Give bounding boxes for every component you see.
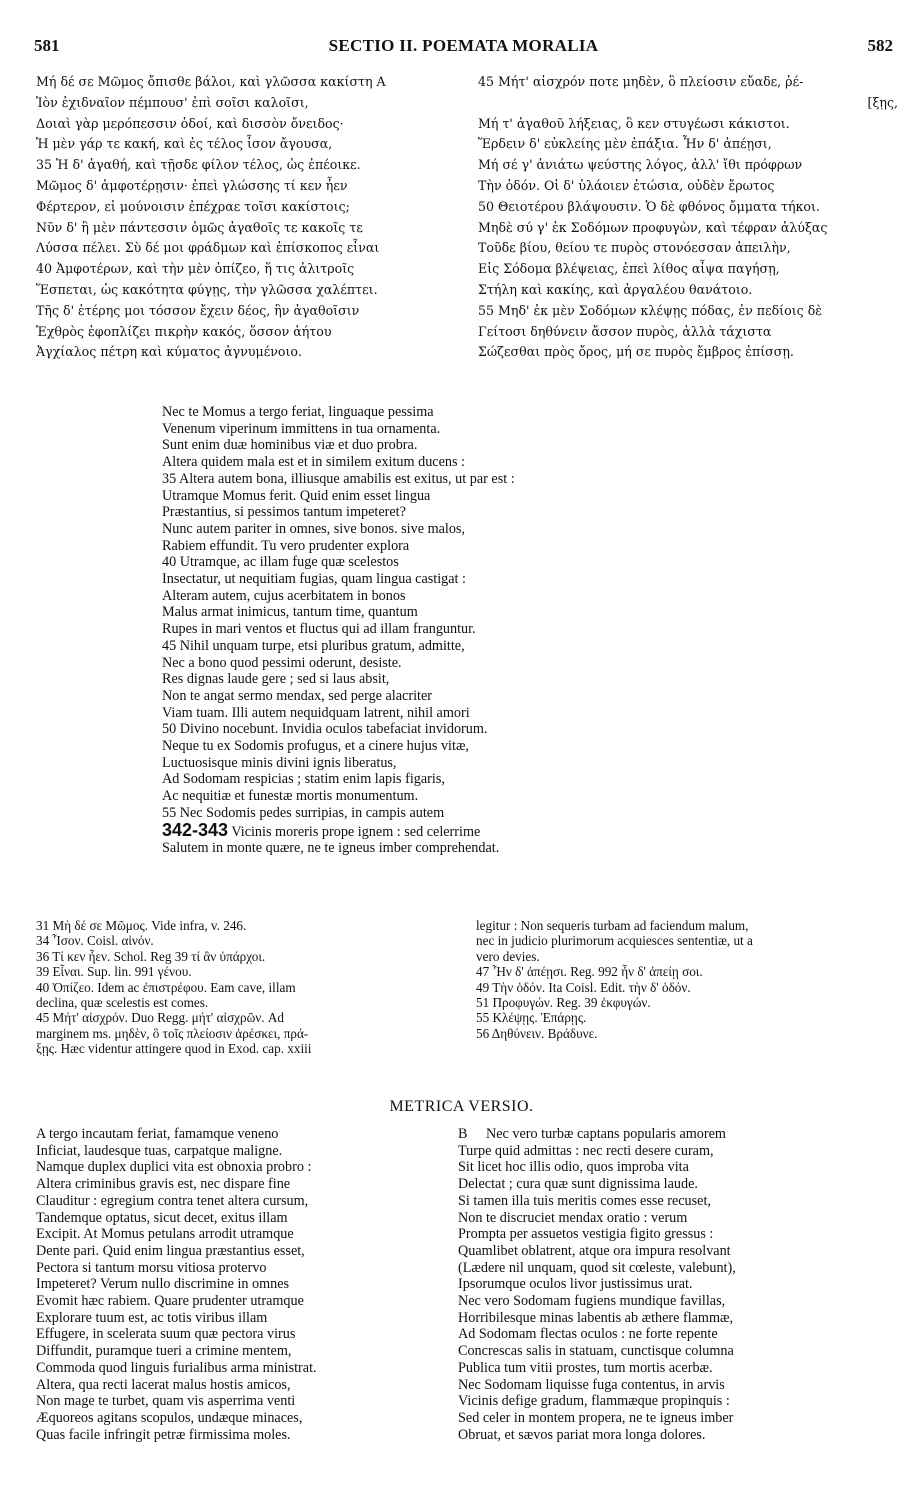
latin-line: Salutem in monte quære, ne te igneus imber comprehendat. xyxy=(162,840,500,857)
metrica-line: Non mage te turbet, quam vis asperrima venti xyxy=(36,1393,296,1410)
footnotes-left-column xyxy=(36,918,454,1057)
footnote-line: marginem ms. μηδὲν, ὃ τοῖς πλείοσιν ἀρέσκει, πρά- xyxy=(36,1025,309,1041)
greek-line: Ἐχθρὸς ἐφοπλίζει πικρὴν κακός, ὅσσον ἀήτου xyxy=(36,323,332,339)
greek-line: Ἡ μὲν γάρ τε κακή, καὶ ἐς τέλος ἶσον ἄγουσα, xyxy=(36,136,333,152)
latin-line: Præstantius, si pessimos tantum impeteret? xyxy=(162,504,406,521)
latin-line: 40 Utramque, ac illam fuge quæ scelestos xyxy=(162,554,399,571)
metrica-left-column xyxy=(36,1126,456,1443)
footnote-line: 56 Δηθύνειν. Βράδυνε. xyxy=(476,1025,598,1041)
metrica-line: Prompta per assuetos vestigia figito gressus : xyxy=(458,1226,714,1243)
greek-line: Τοῦδε βίου, θείου τε πυρὸς στονόεσσαν ἀπειλὴν, xyxy=(478,240,791,256)
metrica-line: Sed celer in montem propera, ne te igneus imber xyxy=(458,1409,734,1426)
footnote-line: 36 Τί κεν ἦεν. Schol. Reg 39 τί ἂν ὑπάρχοι. xyxy=(36,948,266,964)
greek-line: Μή τ' ἀγαθοῦ λήξειας, ὃ κεν στυγέωσι κάκιστοι. xyxy=(478,115,790,131)
greek-line: Γείτοσι δηθύνειν ἄσσον πυρὸς, ἀλλὰ τάχιστα xyxy=(478,323,772,339)
column-marker: 342-343 xyxy=(162,819,229,840)
section-title: METRICA VERSIO. xyxy=(389,1098,534,1115)
greek-line: Ἰὸν ἐχιδναῖον πέμπουσ' ἐπὶ σοῖσι καλοῖσι, xyxy=(36,94,309,110)
metrica-line: Æquoreos agitans scopulos, undæque minaces, xyxy=(36,1409,303,1426)
metrica-line: Horribilesque minas labentis ab æthere flammæ, xyxy=(458,1309,734,1326)
footnote-line: 31 Μὴ δέ σε Μῶμος. Vide infra, v. 246. xyxy=(36,918,247,933)
metrica-line: Non te discruciet mendax oratio : verum xyxy=(458,1209,688,1226)
metrica-line: Si tamen illa tuis meritis comes esse recuset, xyxy=(458,1192,711,1209)
footnote-line: legitur : Non sequeris turbam ad faciendum malum, xyxy=(476,918,749,933)
metrica-line: Inficiat, laudesque tuas, carpatque maligne. xyxy=(36,1142,283,1159)
footnote-line: declina, quæ scelestis est comes. xyxy=(36,995,209,1011)
footnote-line: 55 Κλέψῃς. Ἐπάρῃς. xyxy=(476,1010,587,1026)
latin-line: Malus armat inimicus, tantum time, quantum xyxy=(162,604,418,621)
metrica-line: Altera criminibus gravis est, nec dispare fine xyxy=(36,1176,291,1193)
metrica-line: Clauditur : egregium contra tenet altera cursum, xyxy=(36,1192,309,1209)
metrica-line: Altera, qua recti lacerat malus hostis amicos, xyxy=(36,1376,291,1393)
metrica-line: Namque duplex duplici vita est obnoxia probro : xyxy=(36,1159,312,1176)
footnotes-right-column xyxy=(476,918,900,1041)
latin-line: 35 Altera autem bona, illiusque amabilis est exitus, ut par est : xyxy=(162,470,515,487)
metrica-line: Sit licet hoc illis odio, quos improba vita xyxy=(458,1159,689,1176)
metrica-line: Nec vero turbæ captans popularis amorem xyxy=(486,1126,726,1142)
metrica-line: Concrescas salis in statuam, cunctisque columna xyxy=(458,1343,734,1360)
latin-line: Sunt enim duæ hominibus viæ et duo probra. xyxy=(162,437,418,454)
metrica-line: Obruat, et sævos pariat mora longa dolores. xyxy=(458,1426,706,1443)
latin-line: 45 Nihil unquam turpe, etsi pluribus gratum, admitte, xyxy=(162,637,465,654)
page-number-left: 581 xyxy=(34,36,60,55)
metrica-line: Nec Sodomam liquisse fuga contentus, in arvis xyxy=(458,1376,725,1393)
column-marker: B xyxy=(458,1126,468,1142)
greek-line: 40 Ἀμφοτέρων, καὶ τὴν μὲν ὀπίζεο, ἥ τις ἀλιτροῖς xyxy=(36,261,355,277)
metrica-line: A tergo incautam feriat, famamque veneno xyxy=(36,1126,279,1142)
footnote-line: 34 Ἶσον. Coisl. αἰνόν. xyxy=(36,933,154,949)
greek-line: Τὴν ὁδόν. Οἱ δ' ὑλάοιεν ἐτώσια, οὐδὲν ἔρωτος xyxy=(478,177,775,193)
latin-line: Non te angat sermo mendax, sed perge alacriter xyxy=(162,687,432,704)
metrica-line: Quamlibet oblatrent, atque ora impura resolvant xyxy=(458,1242,731,1259)
greek-line: Λύσσα πέλει. Σὺ δέ μοι φράδμων καὶ ἐπίσκοπος εἶναι xyxy=(36,240,380,256)
metrica-line: Nec vero Sodomam fugiens mundique favillas, xyxy=(458,1293,726,1310)
latin-line: Nec a bono quod pessimi oderunt, desiste. xyxy=(162,654,402,671)
greek-line: Δοιαὶ γὰρ μερόπεσσιν ὁδοί, καὶ δισσὸν ὄνειδος· xyxy=(36,115,344,131)
latin-line: Nunc autem pariter in omnes, sive bonos. sive malos, xyxy=(162,520,466,537)
latin-line: Ac nequitiæ et funestæ mortis monumentum. xyxy=(162,788,419,805)
latin-line: Luctuosisque minis divini ignis liberatus, xyxy=(162,754,397,771)
greek-line: Εἰς Σόδομα βλέψειας, ἐπεὶ λίθος αἶψα παγήσῃ, xyxy=(478,261,780,277)
metrica-line: Ad Sodomam flectas oculos : ne forte repente xyxy=(458,1326,718,1343)
greek-line: Νῦν δ' ἣ μὲν πάντεσσιν ὁμῶς ἀγαθοῖς τε κακοῖς τε xyxy=(36,219,363,235)
metrica-line: Impeteret? Verum nullo discrimine in omnes xyxy=(36,1276,290,1293)
footnote-line: nec in judicio plurimorum acquiesces sententiæ, ut a xyxy=(476,933,753,949)
footnote-line: 40 Ὀπίζεο. Idem ac ἐπιστρέφου. Eam cave, illam xyxy=(36,979,296,995)
metrica-line: Quas facile infringit petræ firmissima moles. xyxy=(36,1426,291,1443)
latin-line: Res dignas laude gere ; sed si laus absit, xyxy=(162,671,390,688)
footnote-line: ξῃς. Hæc videntur attingere quod in Exod. cap. xxiii xyxy=(36,1041,312,1057)
latin-line: Rabiem effundit. Tu vero prudenter explora xyxy=(162,537,410,554)
latin-line-with-marker xyxy=(162,819,722,841)
metrica-line: Publica tum vitii prostes, tum mortis acerbæ. xyxy=(458,1359,713,1376)
footnote-line: 47 Ἦν δ' ἀπέῃσι. Reg. 992 ἦν δ' ἀπείῃ σοι. xyxy=(476,964,703,980)
latin-line: Utramque Momus ferit. Quid enim esset lingua xyxy=(162,487,431,504)
footnote-line: 45 Μήτ' αἰσχρόν. Duo Regg. μήτ' αἰσχρῶν. Ad xyxy=(36,1010,284,1026)
greek-line-continuation: [ξῃς, xyxy=(867,94,898,110)
latin-line: Vicinis moreris prope ignem : sed celerrime xyxy=(231,823,481,840)
latin-line: Rupes in mari ventos et fluctus qui ad illam franguntur. xyxy=(162,621,476,638)
latin-line: Viam tuam. Illi autem nequidquam latrent, nihil amori xyxy=(162,704,470,721)
metrica-right-column xyxy=(458,1126,898,1443)
greek-text-left-column xyxy=(36,72,476,363)
greek-line: 55 Μηδ' ἐκ μὲν Σοδόμων κλέψῃς πόδας, ἐν πεδίοις δὲ xyxy=(478,302,823,318)
greek-line: Στήλη καὶ κακίης, καὶ ἀργαλέου θανάτοιο. xyxy=(478,281,753,297)
latin-line: Alteram autem, cujus acerbitatem in bonos xyxy=(162,587,406,604)
greek-line: Σώζεσθαι πρὸς ὄρος, μή σε πυρὸς ἔμβρος ἐπίσσῃ. xyxy=(478,344,794,360)
latin-line: 50 Divino nocebunt. Invidia oculos tabefaciat invidorum. xyxy=(162,721,488,738)
greek-text-right-column xyxy=(478,72,898,363)
metrica-line: Effugere, in scelerata suum quæ pectora virus xyxy=(36,1326,296,1343)
greek-line: Ἕσπεται, ὡς κακότητα φύγῃς, τὴν γλῶσσα χαλέπτει. xyxy=(36,281,378,297)
greek-line: Μή δέ σε Μῶμος ὄπισθε βάλοι, καὶ γλῶσσα κακίστη A xyxy=(36,74,386,89)
page-number-right: 582 xyxy=(867,36,893,55)
metrica-line: Delectat ; cura quæ sunt dignissima laude. xyxy=(458,1176,698,1193)
metrica-line: Ipsorumque oculos livor justissimus urat. xyxy=(458,1276,693,1293)
metrica-line: Turpe quid admittas : nec recti desere curam, xyxy=(458,1142,714,1159)
metrica-line: Commoda quod linguis furialibus arma ministrat. xyxy=(36,1359,317,1376)
greek-line: 45 Μήτ' αἰσχρόν ποτε μηδὲν, ὃ πλείοσιν εὔαδε, ῥέ- xyxy=(478,74,804,89)
footnote-line: 39 Εἶναι. Sup. lin. 991 γένου. xyxy=(36,964,192,980)
metrica-line: Pectora si tantum morsu vitiosa protervo xyxy=(36,1259,267,1276)
greek-line: Μή σέ γ' ἀνιάτω ψεύστης λόγος, ἀλλ' ἴθι πρόφρων xyxy=(478,157,803,173)
running-title: SECTIO II. POEMATA MORALIA xyxy=(328,36,599,55)
metrica-line-with-marker xyxy=(458,1126,898,1143)
metrica-line: Dente pari. Quid enim lingua præstantius esset, xyxy=(36,1242,305,1259)
greek-line: 35 Ἡ δ' ἀγαθή, καὶ τῇσδε φίλον τέλος, ὡς ἐπέοικε. xyxy=(36,157,361,173)
greek-line: 50 Θειοτέρου βλάψουσιν. Ὁ δὲ φθόνος ὄμματα τήκοι. xyxy=(478,198,820,214)
greek-line: Τῆς δ' ἑτέρης μοι τόσσον ἔχειν δέος, ἣν ἀγαθοῖσιν xyxy=(36,302,360,318)
footnote-line: 51 Προφυγών. Reg. 39 ἐκφυγών. xyxy=(476,995,651,1011)
latin-line: Insectatur, ut nequitiam fugias, quam lingua castigat : xyxy=(162,571,466,588)
latin-line: Venenum viperinum immittens in tua ornamenta. xyxy=(162,420,441,437)
latin-line: Neque tu ex Sodomis profugus, et a cinere hujus vitæ, xyxy=(162,738,469,755)
metrica-line: Evomit hæc rabiem. Quare prudenter utramque xyxy=(36,1293,304,1310)
latin-line: 55 Nec Sodomis pedes surripias, in campis autem xyxy=(162,804,445,821)
latin-line: Nec te Momus a tergo feriat, linguaque pessima xyxy=(162,404,434,420)
greek-line: Ἀγχίαλος πέτρη καὶ κύματος ἀγνυμένοιο. xyxy=(36,344,302,360)
metrica-line: Excipit. At Momus petulans arrodit utramque xyxy=(36,1226,294,1243)
footnote-line: vero devies. xyxy=(476,948,540,964)
page-header xyxy=(34,36,893,56)
latin-line: Ad Sodomam respicias ; statim enim lapis figaris, xyxy=(162,771,445,788)
latin-line: Altera quidem mala est et in similem exitum ducens : xyxy=(162,454,465,471)
footnote-line: 49 Τὴν ὁδόν. Ita Coisl. Edit. τὴν δ' ὁδόν. xyxy=(476,979,691,995)
metrica-line: Diffundit, puramque tueri a crimine mentem, xyxy=(36,1343,292,1360)
greek-line: Ἕρδειν δ' εὐκλείης μὲν ἐπάξια. Ἦν δ' ἀπέῃσι, xyxy=(478,136,772,152)
metrica-line: Vicinis defige gradum, flammæque propinquis : xyxy=(458,1393,730,1410)
greek-line: Φέρτερον, εἰ μούνοισιν ἐπέχραε τοῖσι κακίστοις; xyxy=(36,198,350,214)
metrica-line: Explorare tuum est, ac totis viribus illam xyxy=(36,1309,268,1326)
latin-translation xyxy=(162,404,722,857)
greek-line: Μηδὲ σύ γ' ἐκ Σοδόμων προφυγὼν, καὶ τέφραν ἀλύξας xyxy=(478,219,828,235)
metrica-line: Tandemque optatus, sicut decet, exitus illam xyxy=(36,1209,288,1226)
greek-line: Μῶμος δ' ἀμφοτέρῃσιν· ἐπεὶ γλώσσης τί κεν ἦεν xyxy=(36,177,348,193)
metrica-line: (Lædere nil unquam, quod sit cœleste, valebunt), xyxy=(458,1259,736,1276)
